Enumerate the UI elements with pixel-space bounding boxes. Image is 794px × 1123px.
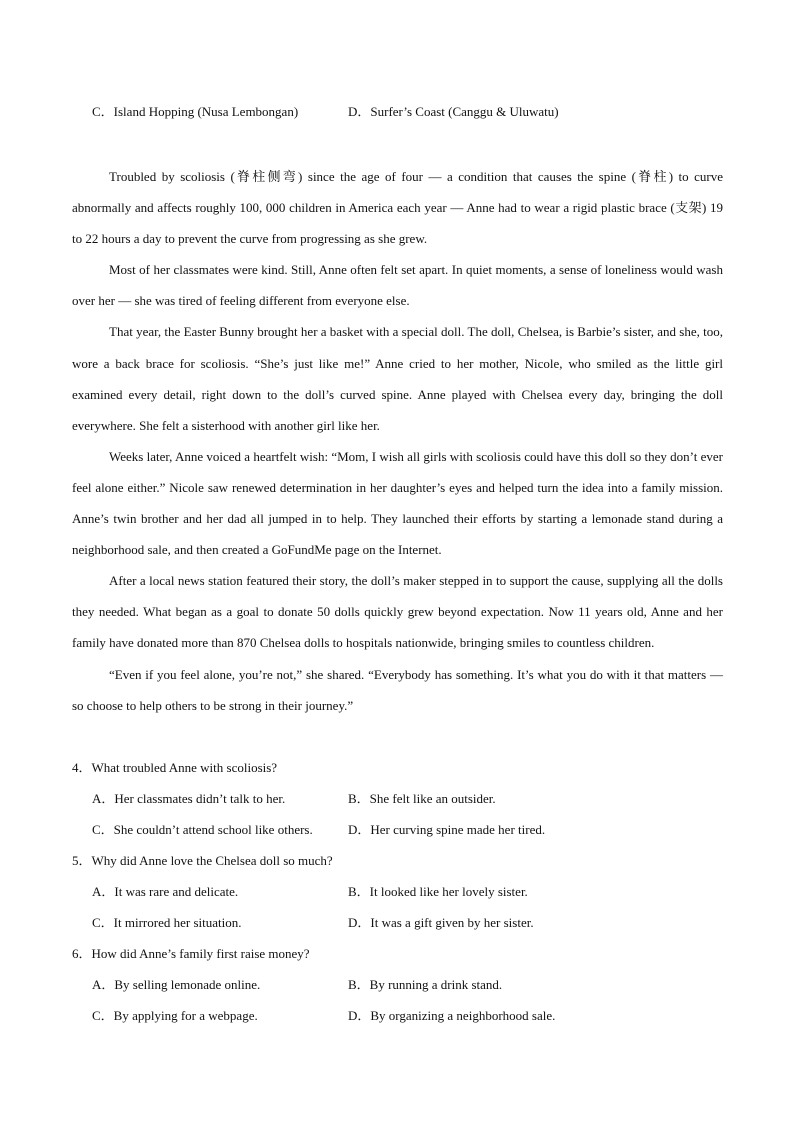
question-5-stem: 5．Why did Anne love the Chelsea doll so much? — [72, 853, 333, 868]
option-c: C．She couldn’t attend school like others. — [92, 822, 313, 837]
question-4-options-row-1 — [0, 788, 794, 810]
option-b: B．It looked like her lovely sister. — [348, 884, 528, 899]
question-5-options-row-1 — [0, 881, 794, 903]
question-6-options-row-2 — [0, 1005, 794, 1027]
option-d: D．It was a gift given by her sister. — [348, 915, 534, 930]
paragraph: Troubled by scoliosis (脊柱侧弯) since the age of four — a condition that causes the spine (脊柱) to curve abnormally and affects roughly 100, 000 children in America each year — Anne had to wear a rigid plastic brace (支架) 19 to 22 hours a day to prevent the curve from progressing as she grew. — [72, 169, 723, 247]
question-5-options-row-2 — [0, 912, 794, 934]
option-d: D．By organizing a neighborhood sale. — [348, 1008, 556, 1023]
option-c: C．It mirrored her situation. — [92, 915, 242, 930]
previous-question-options — [0, 101, 794, 123]
paragraph: After a local news station featured their story, the doll’s maker stepped in to support the cause, supplying all the dolls they needed. What began as a goal to donate 50 dolls quickly grew beyond expectation. Now 11 years old, Anne and her family have donated more than 870 Chelsea dolls to hospitals nationwide, bringing smiles to countless children. — [72, 573, 723, 651]
question-4-stem: 4．What troubled Anne with scoliosis? — [72, 760, 278, 775]
option-c: C．Island Hopping (Nusa Lembongan) — [92, 104, 299, 119]
paragraph: “Even if you feel alone, you’re not,” she shared. “Everybody has something. It’s what you do with it that matters — so choose to help others to be strong in their journey.” — [72, 666, 723, 713]
question-6-stem: 6．How did Anne’s family first raise money? — [72, 946, 310, 961]
option-d: D．Her curving spine made her tired. — [348, 822, 546, 837]
option-b: B．By running a drink stand. — [348, 977, 503, 992]
option-c: C．By applying for a webpage. — [92, 1008, 258, 1023]
option-a: A．Her classmates didn’t talk to her. — [92, 791, 286, 806]
paragraph: That year, the Easter Bunny brought her a basket with a special doll. The doll, Chelsea, is Barbie’s sister, and she, too, wore a back brace for scoliosis. “She’s just like me!” Anne cried to her mother, Nicole, who smiled as the little girl examined every detail, right down to the doll’s curved spine. Anne played with Chelsea every day, bringing the doll everywhere. She felt a sisterhood with another girl like her. — [72, 324, 723, 433]
option-b: B．She felt like an outsider. — [348, 791, 496, 806]
question-6-options-row-1 — [0, 974, 794, 996]
option-a: A．By selling lemonade online. — [92, 977, 261, 992]
reading-passage — [72, 161, 723, 721]
question-4-options-row-2 — [0, 819, 794, 841]
option-d: D．Surfer’s Coast (Canggu & Uluwatu) — [348, 104, 559, 119]
option-a: A．It was rare and delicate. — [92, 884, 239, 899]
paragraph: Most of her classmates were kind. Still, Anne often felt set apart. In quiet moments, a sense of loneliness would wash over her — she was tired of feeling different from everyone else. — [72, 262, 723, 309]
paragraph: Weeks later, Anne voiced a heartfelt wish: “Mom, I wish all girls with scoliosis could have this doll so they don’t ever feel alone either.” Nicole saw renewed determination in her daughter’s eyes and helped turn the idea into a family mission. Anne’s twin brother and her dad all jumped in to help. They launched their efforts by starting a lemonade stand during a neighborhood sale, and then created a GoFundMe page on the Internet. — [72, 448, 723, 558]
